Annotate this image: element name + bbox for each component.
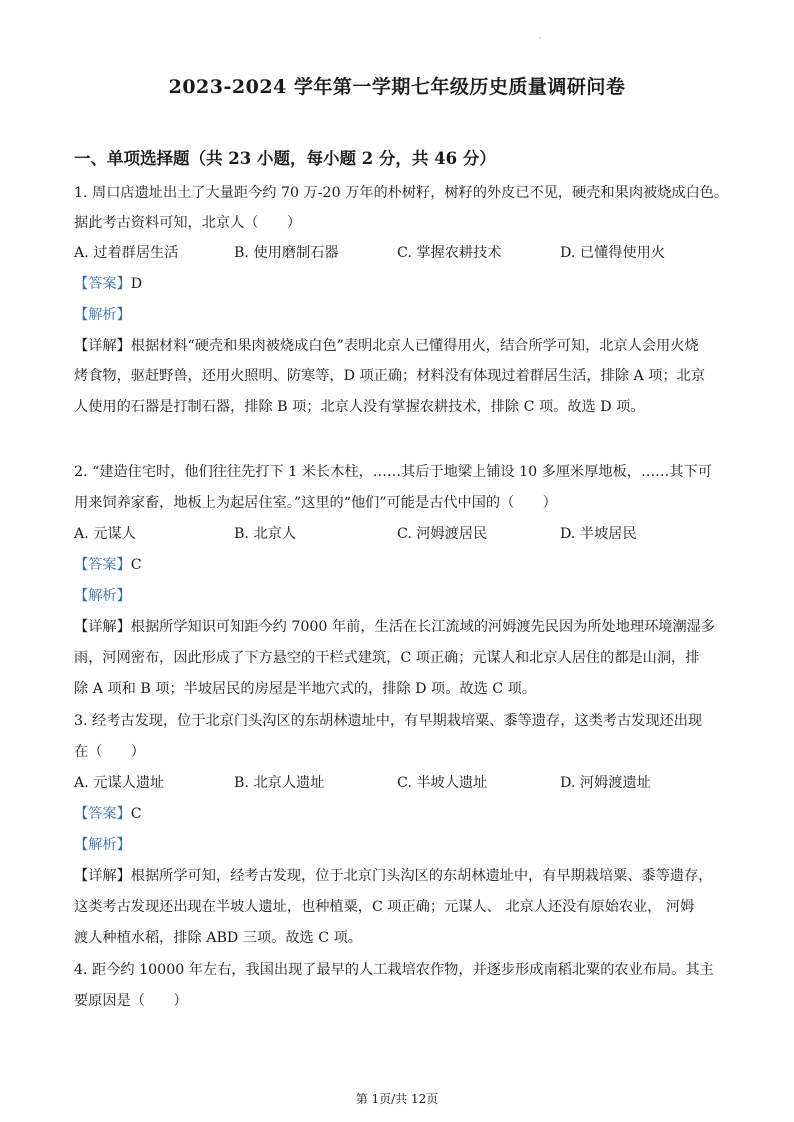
q1-option-b: B. 使用磨制石器 bbox=[234, 245, 339, 261]
answer-label: 【答案】 bbox=[74, 806, 131, 822]
q2-stem-line-1: 2. “建造住宅时，他们往往先打下 1 米长木柱，……其后于地梁上铺设 10 多厘米厚地板，……其下可 bbox=[74, 464, 712, 480]
q1-detail-line-1: 【详解】根据材料“硬壳和果肉被烧成白色”表明北京人已懂得用火，结合所学可知，北京人会用火烧 bbox=[74, 338, 699, 354]
q3-option-d: D. 河姆渡遗址 bbox=[560, 775, 651, 791]
q2-option-b: B. 北京人 bbox=[234, 526, 297, 542]
analysis-label: 【解析】 bbox=[74, 837, 131, 853]
answer-label: 【答案】 bbox=[74, 557, 131, 573]
q2-detail-line-1: 【详解】根据所学知识可知距今约 7000 年前，生活在长江流域的河姆渡先民因为所处地理环境潮湿多 bbox=[74, 619, 716, 635]
q3-stem-line-2: 在（ ） bbox=[74, 744, 145, 760]
q1-answer bbox=[74, 274, 726, 294]
q3-option-c: C. 半坡人遗址 bbox=[397, 775, 488, 791]
q2-option-c: C. 河姆渡居民 bbox=[397, 526, 488, 542]
q2-option-a: A. 元谋人 bbox=[74, 526, 136, 542]
q2-answer bbox=[74, 555, 726, 575]
q3-option-a: A. 元谋人遗址 bbox=[74, 775, 165, 791]
q1-option-d: D. 已懂得使用火 bbox=[560, 245, 666, 261]
q2-detail-line-2: 雨，河网密布，因此形成了下方悬空的干栏式建筑，C 项正确；元谋人和北京人居住的都是山洞，排 bbox=[74, 650, 700, 666]
analysis-label: 【解析】 bbox=[74, 588, 131, 604]
q2-options bbox=[74, 524, 726, 544]
q4-stem-line-1: 4. 距今约 10000 年左右，我国出现了最早的人工栽培农作物，并逐步形成南稻北粟的农业布局。其主 bbox=[74, 962, 714, 978]
q3-answer-value: C bbox=[130, 806, 142, 822]
q1-option-c: C. 掌握农耕技术 bbox=[397, 245, 502, 261]
section-heading: 一、单项选择题（共 23 小题，每小题 2 分，共 46 分） bbox=[74, 149, 496, 168]
q2-option-d: D. 半坡居民 bbox=[560, 526, 637, 542]
q1-option-a: A. 过着群居生活 bbox=[74, 245, 179, 261]
q1-stem-line-1: 1. 周口店遗址出土了大量距今约 70 万-20 万年的朴树籽，树籽的外皮已不见，硬壳和果肉被烧成白色。 bbox=[74, 185, 729, 201]
q1-options bbox=[74, 243, 726, 263]
q3-answer bbox=[74, 804, 726, 824]
q3-options bbox=[74, 773, 726, 793]
q1-answer-value: D bbox=[130, 276, 143, 292]
analysis-label: 【解析】 bbox=[74, 307, 131, 323]
q2-detail-line-3: 除 A 项和 B 项；半坡居民的房屋是半地穴式的，排除 D 项。故选 C 项。 bbox=[74, 681, 537, 697]
detail-label: 【详解】 bbox=[74, 338, 131, 354]
q2-answer-value: C bbox=[130, 557, 142, 573]
q3-detail-line-1: 【详解】根据所学可知，经考古发现，位于北京门头沟区的东胡林遗址中，有早期栽培粟、黍等遗存， bbox=[74, 868, 713, 884]
q4-stem-line-2: 要原因是（ ） bbox=[74, 993, 188, 1009]
q1-analysis bbox=[74, 305, 726, 325]
q3-stem-line-1: 3. 经考古发现，位于北京门头沟区的东胡林遗址中，有早期栽培粟、黍等遗存，这类考古发现还出现 bbox=[74, 713, 703, 729]
q2-stem-line-2: 用来饲养家畜，地板上为起居住室。”这里的“他们”可能是古代中国的（ ） bbox=[74, 495, 557, 511]
detail-label: 【详解】 bbox=[74, 868, 131, 884]
q3-option-b: B. 北京人遗址 bbox=[234, 775, 325, 791]
q3-analysis bbox=[74, 835, 726, 855]
page-title: 2023-2024 学年第一学期七年级历史质量调研问卷 bbox=[168, 76, 626, 98]
answer-label: 【答案】 bbox=[74, 276, 131, 292]
q3-detail-line-3: 渡人种植水稻，排除 ABD 三项。故选 C 项。 bbox=[74, 930, 362, 946]
q1-detail-line-3: 人使用的石器是打制石器，排除 B 项；北京人没有掌握农耕技术，排除 C 项。故选 D 项。 bbox=[74, 399, 645, 415]
detail-label: 【详解】 bbox=[74, 619, 131, 635]
q3-detail-line-2: 这类考古发现还出现在半坡人遗址，也种植粟，C 项正确；元谋人、 北京人还没有原始农业， 河姆 bbox=[74, 899, 695, 915]
q2-analysis bbox=[74, 586, 726, 606]
scan-speck: · bbox=[539, 34, 542, 43]
q1-stem-line-2: 据此考古资料可知，北京人（ ） bbox=[74, 215, 302, 231]
q1-detail-line-2: 烤食物，驱赶野兽，还用火照明、防寒等，D 项正确；材料没有体现过着群居生活，排除 A 项；北京 bbox=[74, 368, 706, 384]
page-footer: 第 1页/共 12页 bbox=[355, 1092, 439, 1106]
